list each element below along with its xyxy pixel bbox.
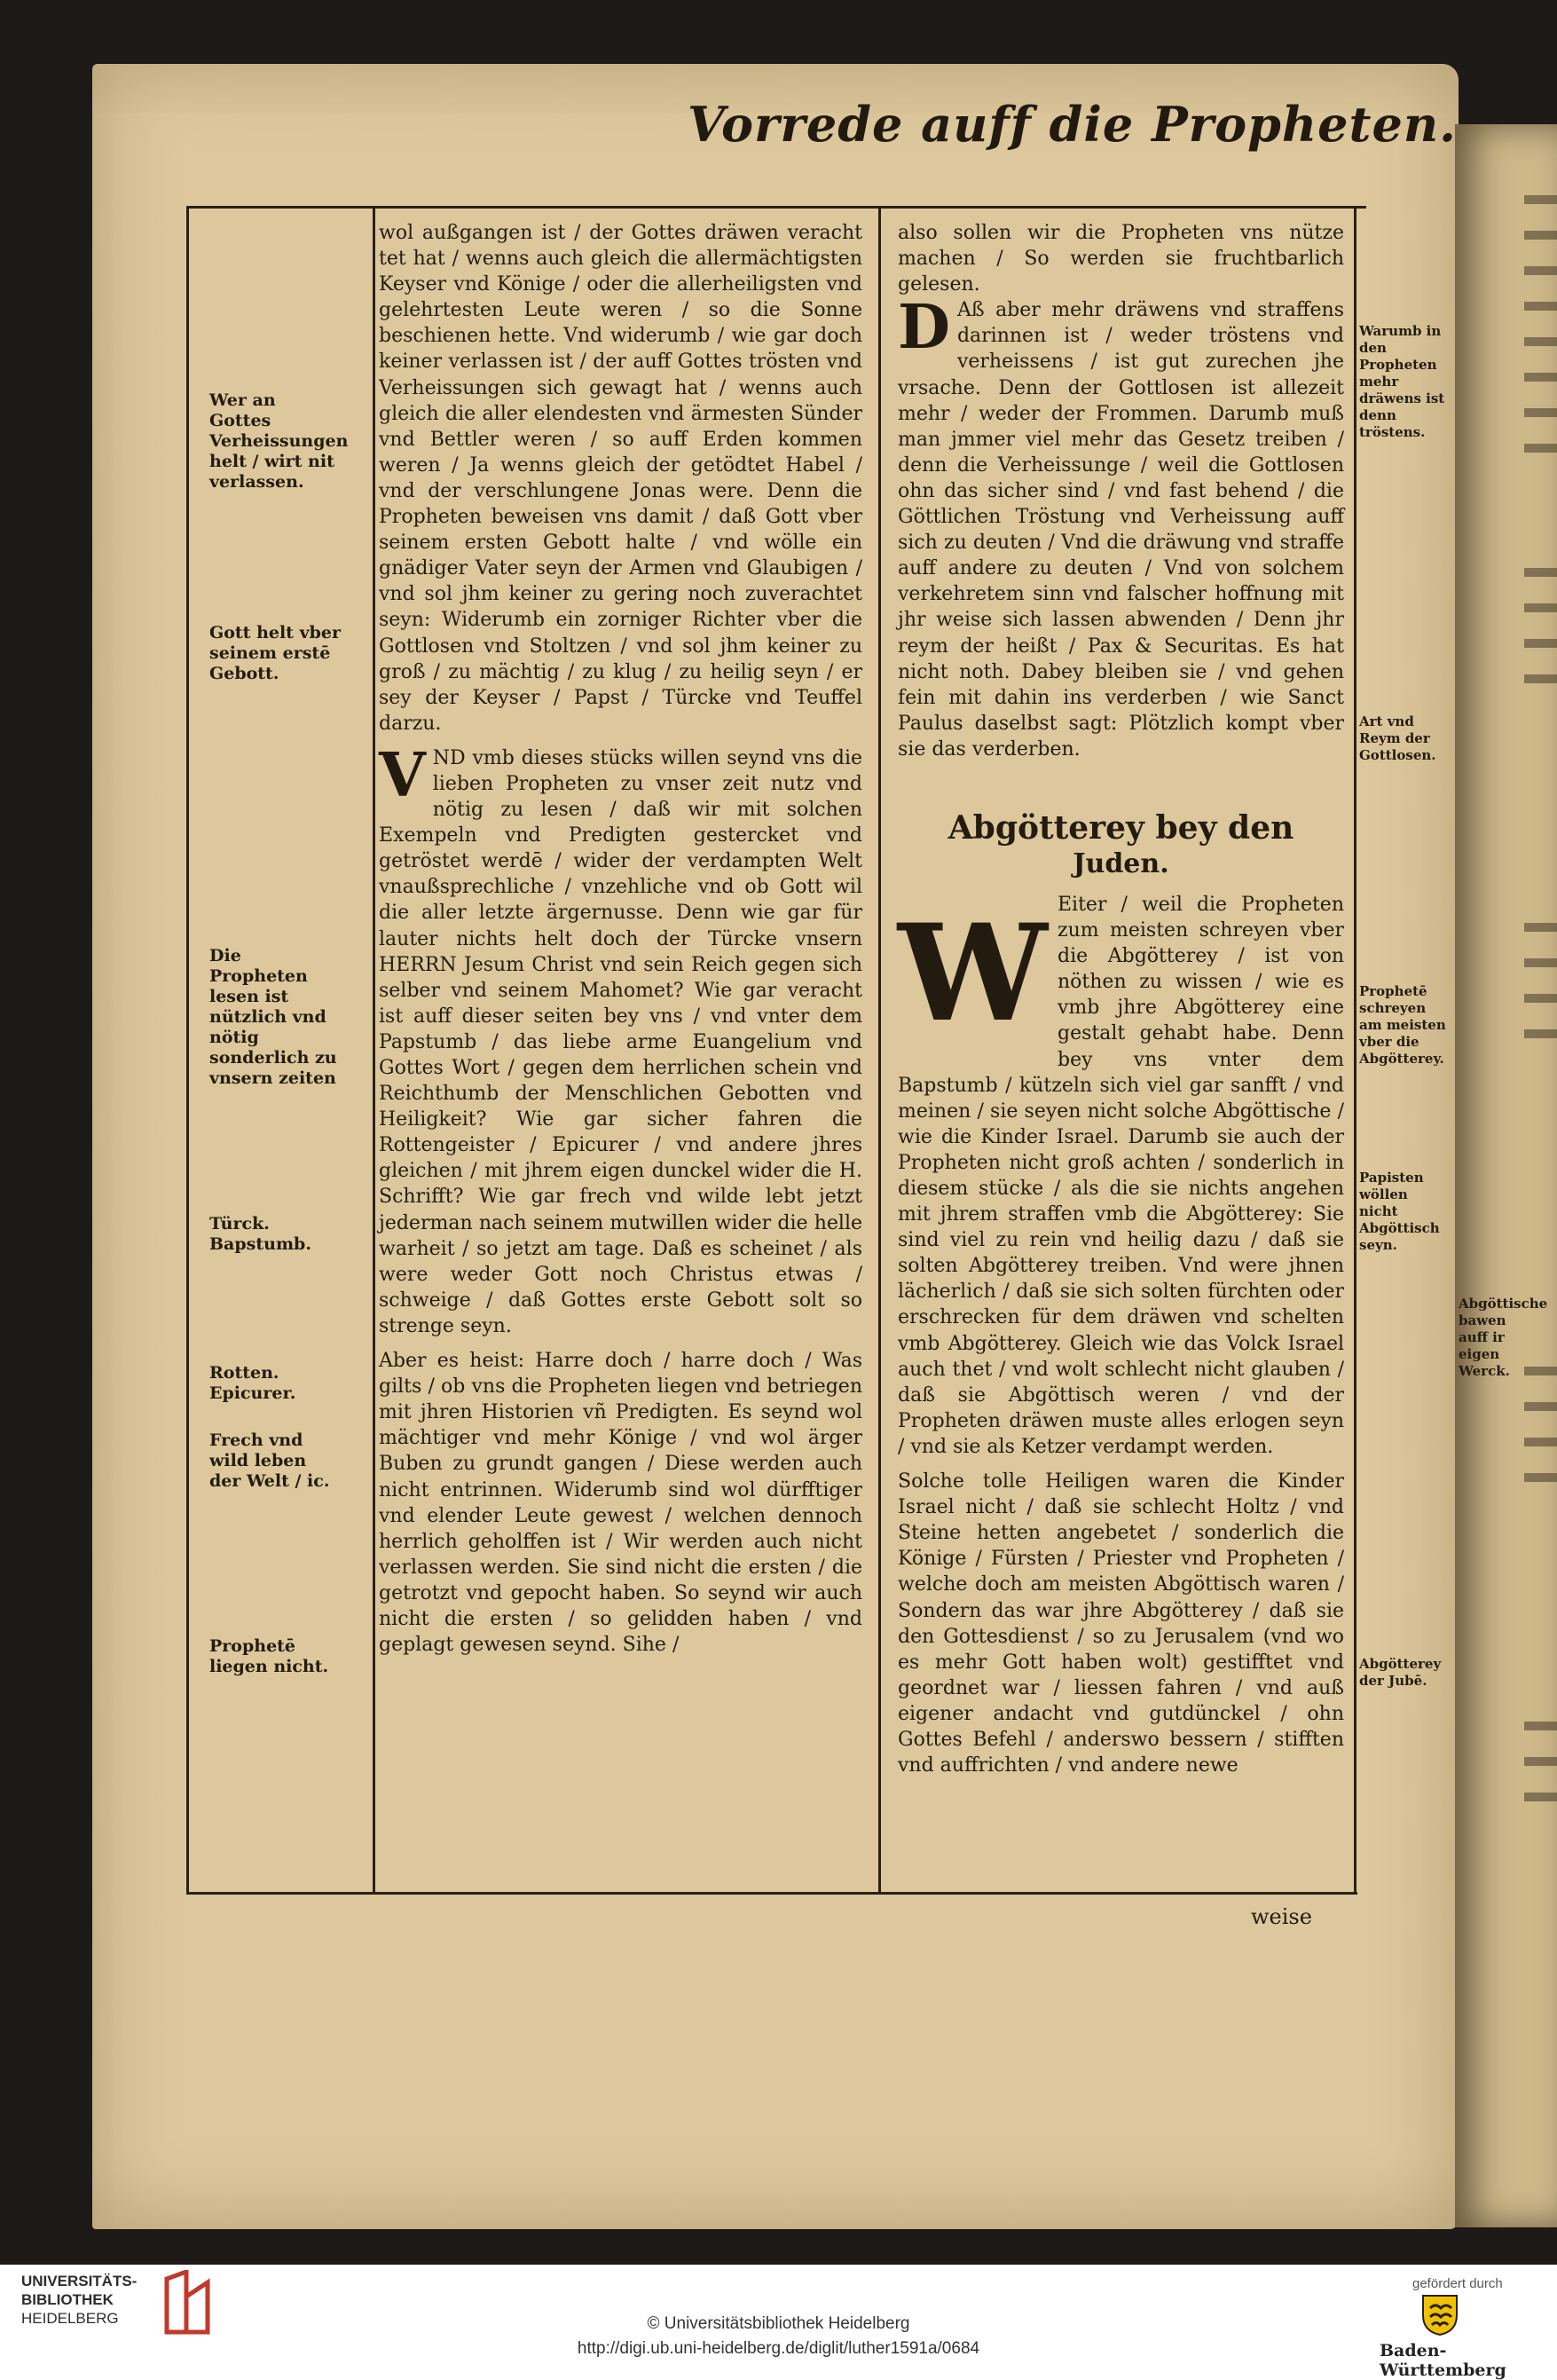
- margin-note: Türck. Bapstumb.: [209, 1214, 311, 1254]
- margin-note: Gott helt vber seinem erstē Gebott.: [209, 623, 342, 683]
- paragraph: wol außgangen ist / der Gottes dräwen veracht tet hat / wenns auch gleich die allermächtigsten Keyser vnd Könige / oder die allerheiligsten vnd gelehrtesten Leute weren / so die Sonne beschienen hette. Vnd widerumb / wie gar doch keiner verlassen ist / der auff Gottes trösten vnd Verheissungen sich gewagt hat / wenns auch gleich die aller elendesten vnd ärmesten Sünder vnd Bettler weren / so auff Erden kommen weren / Ja wenns gleich der getödtet Habel / vnd der verschlungene Jonas were. Denn die Propheten beweisen vns damit / daß Gott vber seinem ersten Gebott halte / vnd wölle ein gnädiger Vater seyn der Armen vnd Glaubigen / vnd sol jhm keiner zu gering noch zuverachtet seyn: Widerumb ein zorniger Richter vber die Gottlosen vnd Stoltzen / vnd sol jhm keiner zu groß / zu mächtig / zu klug / zu heilig seyn / er sey der Keyser / Papst / Türcke vnd Teuffel darzu.: [379, 222, 862, 735]
- library-name-line2: BIBLIOTHEK: [21, 2291, 114, 2308]
- column-divider-rule: [878, 206, 881, 1892]
- text-right-rule: [1354, 206, 1356, 1892]
- ornamental-initial: W: [898, 894, 1048, 1052]
- funding-label: gefördert durch: [1412, 2276, 1503, 2291]
- copyright-text: © Universitätsbibliothek Heidelberg: [647, 2314, 910, 2333]
- margin-note: Art vnd Reym der Gottlosen.: [1359, 713, 1436, 763]
- paragraph-text: Aß aber mehr dräwens vnd straffens darinnen ist / weder tröstens vnd verheissens / ist gut zurechen jhe vrsache. Denn der Gottlosen ist allezeit mehr / weder der Frommen. Darumb muß man jmmer viel mehr das Gesetz treiben / denn die Verheissunge / weil die Gottlosen ohn das sicher sind / vnd fast behend / die Göttlichen Tröstung vnd Verheissung auff sich zu deuten / Vnd die dräwung vnd straffe auff andere zu deuten / Vnd von solchem verkehretem sinn vnd falscher hoffnung mit jhr weise sich lassen abwenden / Denn jhr reym der heißt / Pax & Securitas. Es hat nicht noth. Dabey bleiben sie / vnd gehen fein mit dahin ins verderben / wie Sanct Paulus daselbst sagt: Plötzlich kompt vber sie das verderben.: [898, 299, 1344, 760]
- paragraph: Aber es heist: Harre doch / harre doch / Was gilts / ob vns die Propheten liegen vnd betriegen mit jhren Historien vñ Predigten. Es seynd wol mächtiger vnd mehr Könige / vnd wol ärger Buben zu grundt gangen / Diese werden auch nicht entrinnen. Widerumb sind wol dürfftiger vnd elender Leute gewest / welchen dennoch herrlich geholffen ist / Wir werden auch nicht verlassen werden. Sie sind nicht die ersten / die getrotzt vnd gepocht haben. So seynd wir auch nicht die ersten / so gelidden haben / vnd geplagt gewesen seynd. Sihe /: [379, 1350, 862, 1657]
- paragraph-text: ND vmb dieses stücks willen seynd vns die lieben Propheten zu vnser zeit nutz vnd nötig zu lesen / daß wir mit solchen Exempeln vnd Predigten gestercket vnd getröstet werdē / wider der verdampten Welt vnaußsprechliche / vnzehliche vnd ob Gott wil die aller letzte ärgernusse. Denn wie gar für lauter nichts helt doch der Türcke vnsern HERRN Jesum Christ vnd sein Reich gegen sich selber vnd seinem Mahomet? Wie gar veracht ist auff dieser seiten bey vns / vnd vnter dem Papstumb / das liebe arme Euangelium vnd Gottes Wort / gegen dem herrlichen schein vnd Reichthumb der Menschlichen Gebotten vnd Heiligkeit? Wie gar sicher fahren die Rottengeister / Epicurer / vnd andere jhres gleichen / mit jhrem eigen dunckel wider die H. Schrifft? Wie gar frech vnd wilde lebt jetzt jederman nach seinem mutwillen wider die helle warheit / so jetzt am tage. Daß es scheinet / als were weder Gott noch Christus etwas / schweige / daß Gottes erste Gebott solt so strenge seyn.: [379, 746, 862, 1337]
- margin-note: Warumb in den Propheten mehr dräwens ist denn tröstens.: [1359, 323, 1445, 440]
- margin-note: Wer an Gottes Verheissungen helt / wirt nit verlassen.: [209, 390, 349, 492]
- document-url[interactable]: http://digi.ub.uni-heidelberg.de/diglit/luther1591a/0684: [577, 2339, 980, 2358]
- drop-cap: V: [379, 739, 426, 811]
- paragraph-text: Eiter / weil die Propheten zum meisten schreyen vber die Abgötterey / ist von nöthen zu wissen / wie es vmb jhre Abgötterey eine gestalt gehabt habe. Denn bey vns vnter dem Bapstumb / kützeln sich viel gar sanfft / vnd meinen / sie seyen nicht solche Abgöttische / wie die Kinder Israel. Darumb sie auch der Propheten nicht groß achten / sonderlich in diesem stücke / als die sie nichts angehen mit jhrem straffen vmb die Abgötterey: Sie sind viel zu rein vnd heilig dazu / daß sie solten Abgötterey treiben. Vnd were jhnen lächerlich / daß sie sich solten fürchten oder erschrecken für dem dräwen vnd schelten vmb Abgötterey. Gleich wie das Volck Israel auch thet / vnd wolt schlecht nicht glauben / daß sie Abgöttisch weren / vnd der Propheten dräwen muste alles erlogen seyn / vnd sie als Ketzer verdampt werden.: [898, 893, 1344, 1458]
- running-head: Vorrede auff die Propheten.: [688, 96, 1457, 153]
- left-margin-rule: [186, 206, 189, 1892]
- margin-note: Prophetē liegen nicht.: [209, 1636, 329, 1676]
- margin-note: Frech vnd wild leben der Welt / ic.: [209, 1430, 330, 1491]
- margin-note: Abgöttische bawen auff ir eigen Werck.: [1459, 1296, 1548, 1379]
- text-column-left: [379, 220, 862, 1658]
- funder-name: Baden-Württemberg: [1380, 2341, 1506, 2380]
- section-heading-line1: Abgötterey bey den: [948, 808, 1294, 847]
- head-rule: [186, 206, 1366, 209]
- margin-note: Papisten wöllen nicht Abgöttisch seyn.: [1359, 1170, 1440, 1253]
- coat-of-arms-icon: [1419, 2292, 1460, 2337]
- paragraph: [898, 292, 1344, 762]
- section-heading-line2: Juden.: [1073, 847, 1169, 879]
- margin-note: Rotten. Epicurer.: [209, 1363, 296, 1403]
- catchword: weise: [1251, 1904, 1312, 1929]
- library-name-line1: UNIVERSITÄTS-: [21, 2273, 138, 2289]
- paragraph: also sollen wir die Propheten vns nütze machen / So werden sie fruchtbarlich gelesen.: [898, 222, 1344, 296]
- library-name-line3: HEIDELBERG: [21, 2310, 119, 2327]
- paragraph: [898, 892, 1344, 1460]
- section-heading: [898, 808, 1344, 881]
- text-column-right: [898, 220, 1344, 1778]
- margin-note: Abgötterey der Jubē.: [1359, 1656, 1442, 1689]
- paragraph: [379, 739, 862, 1339]
- margin-note: Die Propheten lesen ist nützlich vnd nötig sonderlich zu vnsern zeiten: [209, 946, 337, 1088]
- next-page-edge: [1455, 124, 1557, 2227]
- margin-note: Prophetē schreyen am meisten vber die Abgötterey.: [1359, 983, 1446, 1067]
- drop-cap: D: [898, 292, 950, 364]
- text-left-rule: [373, 206, 375, 1892]
- bottom-rule: [186, 1892, 1357, 1895]
- paragraph: Solche tolle Heiligen waren die Kinder Israel nicht / daß sie schlecht Holtz / vnd Steine hetten angebetet / sonderlich die Könige / Fürsten / Priester vnd Propheten / welche doch am meisten Abgöttisch waren / Sondern das war jhre Abgötterey / daß sie den Gottesdienst / so zu Jerusalem (vnd wo es mehr Gott haben wolt) gestifftet vnd geordnet war / liessen fahren / vnd auß eigener andacht vnd gutdünckel / ohn Gottes Befehl / anderswo bessern / stifften vnd auffrichten / vnd andere newe: [898, 1470, 1344, 1777]
